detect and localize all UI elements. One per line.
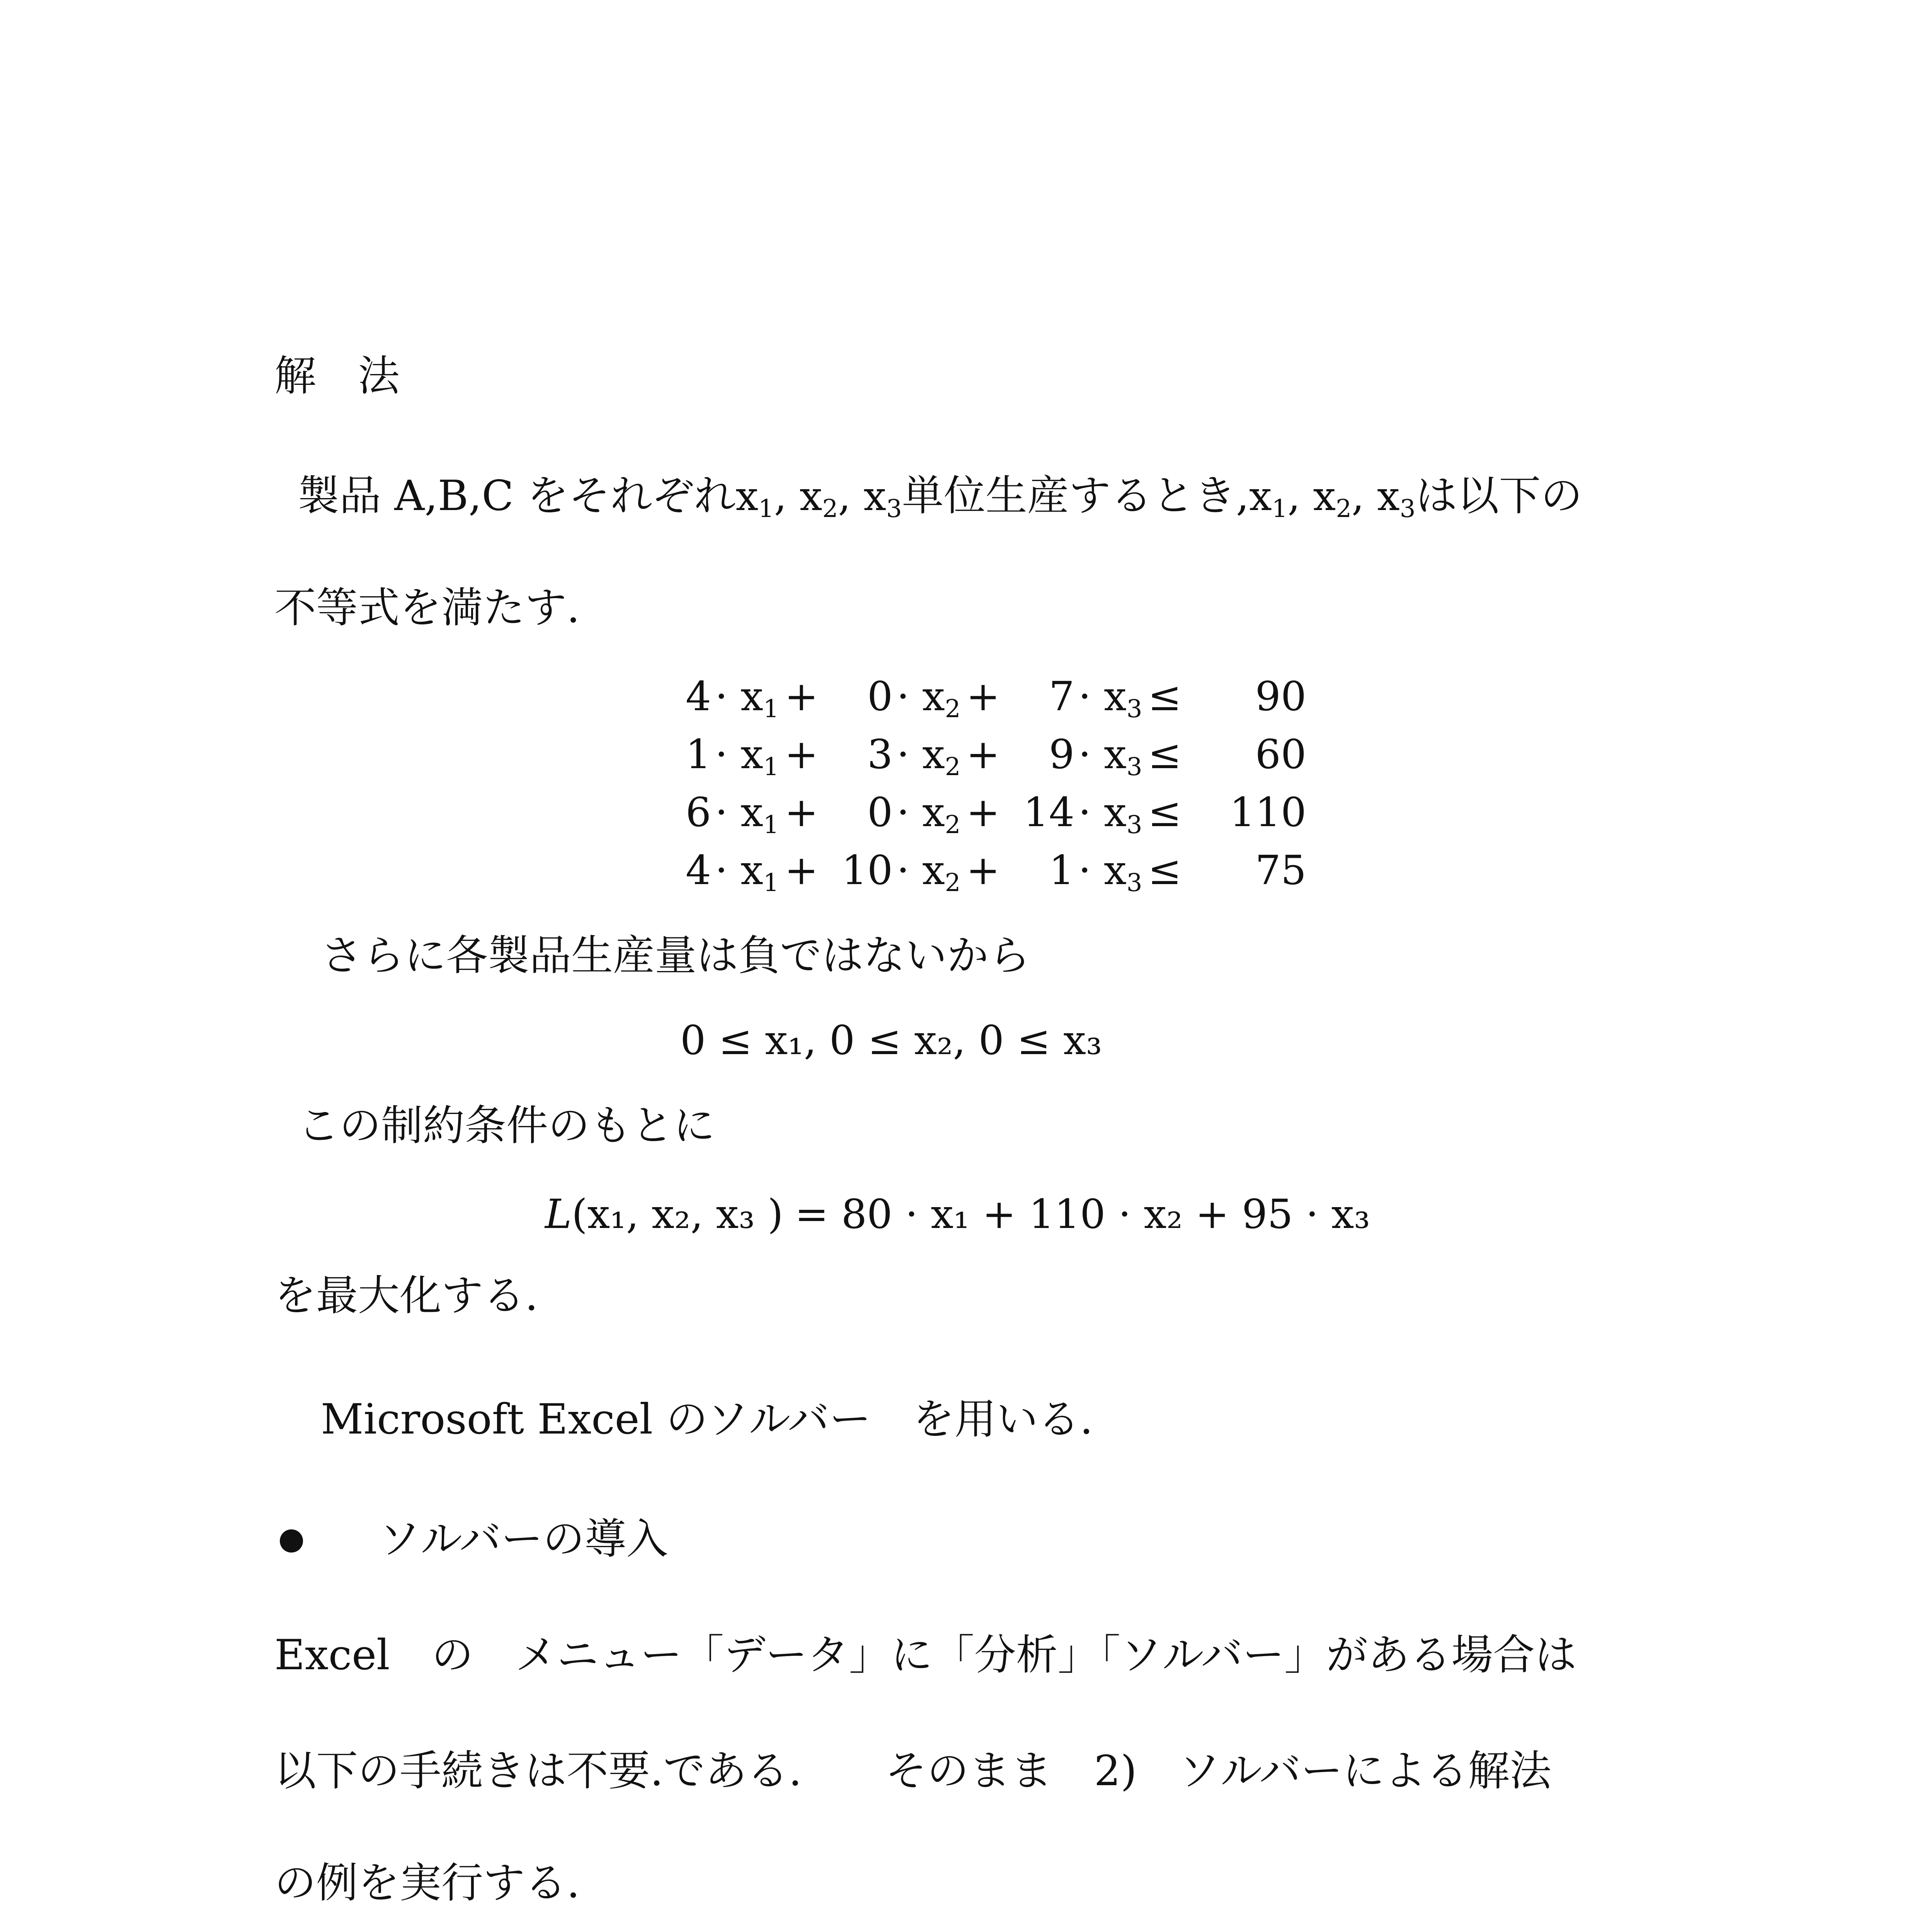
operator-le: ≤ <box>1148 731 1182 778</box>
operator-plus: + <box>966 789 1000 836</box>
operator-le: ≤ <box>1148 847 1182 894</box>
coefficient-c: 9 <box>1049 731 1074 778</box>
coefficient-b: 0 <box>867 789 893 836</box>
rhs-value: 90 <box>1255 673 1306 720</box>
term-x2: · $x_2$ <box>897 847 961 897</box>
intro-post-text: は以下の <box>1415 472 1583 520</box>
coefficient-c: 7 <box>1049 673 1074 720</box>
objective-outro: を最大化する. <box>274 1272 538 1320</box>
objective-formula <box>545 1190 1370 1238</box>
para1-line-3: の例を実行する. <box>274 1859 580 1907</box>
bullet-icon <box>280 1529 303 1553</box>
operator-plus: + <box>785 847 819 894</box>
intro-pre-text: 製品 A,B,C をそれぞれ <box>298 472 736 520</box>
coefficient-a: 6 <box>685 789 711 836</box>
operator-le: ≤ <box>1148 673 1182 720</box>
para1-line-1: Excel の メニュー「データ」に「分析」「ソルバー」がある場合は <box>274 1631 1577 1679</box>
nonneg-intro: さらに各製品生産量は負ではないから <box>321 932 1031 980</box>
operator-le: ≤ <box>1148 789 1182 836</box>
rhs-value: 60 <box>1255 731 1306 778</box>
intro-line-1 <box>298 472 1583 523</box>
objective-function-name: L <box>545 1190 572 1238</box>
operator-plus: + <box>966 847 1000 894</box>
term-x1: · $x_1$ <box>715 731 779 781</box>
term-x3: · $x_3$ <box>1078 673 1142 723</box>
term-x2: · $x_2$ <box>897 731 961 781</box>
coefficient-c: 14 <box>1023 789 1074 836</box>
term-x1: · $x_1$ <box>715 673 779 723</box>
coefficient-c: 1 <box>1049 847 1074 894</box>
intro-line-2: 不等式を満たす. <box>274 584 580 632</box>
objective-intro: この制約条件のもとに <box>298 1102 715 1150</box>
operator-plus: + <box>785 789 819 836</box>
coefficient-a: 1 <box>685 731 711 778</box>
operator-plus: + <box>966 673 1000 720</box>
term-x1: · $x_1$ <box>715 847 779 897</box>
nonneg-formula: 0 ≤ x₁, 0 ≤ x₂, 0 ≤ x₃ <box>680 1017 1102 1064</box>
coefficient-b: 10 <box>841 847 893 894</box>
variables-x1-x2-x3: $x_1$, $x_2$, $x_3$ <box>735 473 902 523</box>
para1-line-2: 以下の手続きは不要.である. そのまま 2) ソルバーによる解法 <box>274 1747 1551 1795</box>
coefficient-a: 4 <box>685 673 711 720</box>
section-title: ソルバーの導入 <box>379 1515 668 1563</box>
term-x1: · $x_1$ <box>715 789 779 839</box>
coefficient-b: 0 <box>867 673 893 720</box>
heading: 解 法 <box>274 352 400 400</box>
method-text: Microsoft Excel のソルバー を用いる. <box>321 1395 1093 1444</box>
rhs-value: 110 <box>1229 789 1306 836</box>
objective-expression: = 80 · x₁ + 110 · x₂ + 95 · x₃ <box>795 1190 1370 1238</box>
term-x2: · $x_2$ <box>897 673 961 723</box>
intro-mid-text: 単位生産するとき, <box>902 472 1250 520</box>
term-x2: · $x_2$ <box>897 789 961 839</box>
rhs-value: 75 <box>1255 847 1306 894</box>
term-x3: · $x_3$ <box>1078 847 1142 897</box>
term-x3: · $x_3$ <box>1078 789 1142 839</box>
operator-plus: + <box>966 731 1000 778</box>
coefficient-a: 4 <box>685 847 711 894</box>
operator-plus: + <box>785 673 819 720</box>
coefficient-b: 3 <box>867 731 893 778</box>
objective-arguments: (x₁, x₂, x₃ ) <box>572 1190 783 1238</box>
variables-x1-x2-x3-repeat: $x_1$, $x_2$, $x_3$ <box>1249 473 1416 523</box>
operator-plus: + <box>785 731 819 778</box>
term-x3: · $x_3$ <box>1078 731 1142 781</box>
